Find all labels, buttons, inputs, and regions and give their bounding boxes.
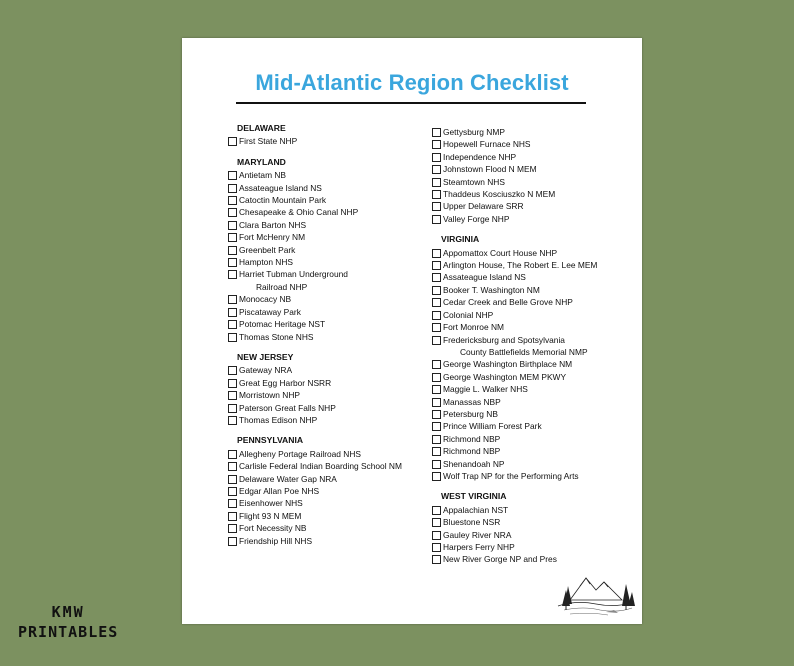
checklist-item: [432, 213, 632, 225]
park-name: Assateague Island NS: [443, 272, 526, 283]
checkbox[interactable]: [432, 178, 441, 187]
checklist-item: [432, 334, 632, 346]
checklist-item: [228, 268, 428, 280]
park-name: Appomattox Court House NHP: [443, 247, 558, 258]
park-name: Fort Necessity NB: [239, 523, 307, 534]
checkbox[interactable]: [432, 518, 441, 527]
park-name: Prince William Forest Park: [443, 421, 542, 432]
checklist-item: [432, 504, 632, 516]
checklist-item: [228, 194, 428, 206]
checkbox[interactable]: [228, 512, 237, 521]
checklist-item: [228, 485, 428, 497]
title-divider: [236, 102, 586, 104]
checklist-item: [432, 296, 632, 308]
park-name: Richmond NBP: [443, 433, 501, 444]
checkbox[interactable]: [228, 137, 237, 146]
checkbox[interactable]: [432, 555, 441, 564]
checklist-item: [432, 321, 632, 333]
checkbox[interactable]: [432, 410, 441, 419]
checkbox[interactable]: [228, 270, 237, 279]
park-name: Independence NHP: [443, 151, 517, 162]
checkbox[interactable]: [228, 499, 237, 508]
park-name: Booker T. Washington NM: [443, 284, 540, 295]
checkbox[interactable]: [228, 462, 237, 471]
checklist-item: [432, 151, 632, 163]
checkbox[interactable]: [432, 165, 441, 174]
checkbox[interactable]: [432, 373, 441, 382]
park-name: Arlington House, The Robert E. Lee MEM: [443, 260, 598, 271]
park-name: Richmond NBP: [443, 446, 501, 457]
checklist-item: [228, 522, 428, 534]
checklist-item: [432, 516, 632, 528]
park-name: Fort McHenry NM: [239, 232, 306, 243]
brand-line-1: KMW: [51, 603, 85, 621]
park-name: Valley Forge NHP: [443, 213, 510, 224]
checklist-item: [228, 497, 428, 509]
checklist-item: [432, 176, 632, 188]
checkbox[interactable]: [432, 531, 441, 540]
checklist-item: [228, 402, 428, 414]
park-name: Shenandoah NP: [443, 458, 505, 469]
checkbox[interactable]: [432, 422, 441, 431]
checklist-item: [432, 200, 632, 212]
park-name: Maggie L. Walker NHS: [443, 384, 528, 395]
park-name: Great Egg Harbor NSRR: [239, 377, 332, 388]
checkbox[interactable]: [432, 298, 441, 307]
checklist-item: [432, 138, 632, 150]
park-name: Piscataway Park: [239, 306, 301, 317]
checklist-item: [432, 358, 632, 370]
checklist-item: [432, 271, 632, 283]
checkbox[interactable]: [228, 379, 237, 388]
park-name: Delaware Water Gap NRA: [239, 473, 337, 484]
checkbox[interactable]: [432, 273, 441, 282]
checklist-item: [228, 389, 428, 401]
checklist-item: [432, 553, 632, 565]
checklist-item: [228, 473, 428, 485]
checkbox[interactable]: [228, 487, 237, 496]
park-name-continuation: County Battlefields Memorial NMP: [460, 346, 588, 357]
checkbox[interactable]: [432, 336, 441, 345]
park-name: Johnstown Flood N MEM: [443, 164, 537, 175]
park-name-continuation: Railroad NHP: [256, 281, 308, 292]
checkbox[interactable]: [432, 215, 441, 224]
checkbox[interactable]: [432, 460, 441, 469]
park-name: George Washington Birthplace NM: [443, 359, 573, 370]
park-name: Wolf Trap NP for the Performing Arts: [443, 470, 579, 481]
checklist-item: [228, 377, 428, 389]
park-name: Petersburg NB: [443, 408, 498, 419]
checkbox[interactable]: [228, 184, 237, 193]
checkbox[interactable]: [432, 140, 441, 149]
checkbox[interactable]: [228, 221, 237, 230]
park-name: Gettysburg NMP: [443, 127, 505, 137]
park-name: Allegheny Portage Railroad NHS: [239, 448, 361, 459]
state-heading: DELAWARE: [237, 123, 286, 133]
checkbox[interactable]: [432, 190, 441, 199]
mountain-lake-illustration: [556, 566, 636, 618]
checklist-item: [228, 206, 428, 218]
park-name: Colonial NHP: [443, 309, 494, 320]
park-name: Greenbelt Park: [239, 244, 296, 255]
park-name: Hopewell Furnace NHS: [443, 139, 531, 150]
park-name: Thomas Stone NHS: [239, 331, 314, 342]
checkbox[interactable]: [432, 543, 441, 552]
state-heading: MARYLAND: [237, 156, 286, 167]
park-name: Assateague Island NS: [239, 182, 322, 193]
park-name: Edgar Allan Poe NHS: [239, 485, 320, 496]
park-name: Friendship Hill NHS: [239, 535, 313, 546]
park-name: Steamtown NHS: [443, 176, 505, 187]
checkbox[interactable]: [228, 524, 237, 533]
state-heading: WEST VIRGINIA: [441, 491, 507, 502]
checkbox[interactable]: [228, 246, 237, 255]
checklist-item: [432, 284, 632, 296]
right-column: [432, 126, 632, 566]
checklist-item: [432, 458, 632, 470]
checklist-item: [432, 163, 632, 175]
checklist-item: [432, 408, 632, 420]
park-name: Thomas Edison NHP: [239, 414, 318, 425]
park-name: Paterson Great Falls NHP: [239, 402, 336, 413]
park-name: Hampton NHS: [239, 257, 293, 268]
park-name: Bluestone NSR: [443, 517, 501, 528]
checkbox[interactable]: [432, 385, 441, 394]
park-name: Morristown NHP: [239, 390, 300, 401]
checkbox[interactable]: [432, 261, 441, 270]
checklist-item: [432, 445, 632, 457]
checklist-item: [228, 448, 428, 460]
checkbox[interactable]: [228, 366, 237, 375]
checkbox[interactable]: [228, 537, 237, 546]
checkbox[interactable]: [228, 450, 237, 459]
checkbox[interactable]: [228, 171, 237, 180]
checkbox[interactable]: [228, 320, 237, 329]
checklist-item: [432, 470, 632, 482]
checkbox[interactable]: [432, 249, 441, 258]
park-name: Fort Monroe NM: [443, 322, 504, 333]
checkbox[interactable]: [228, 208, 237, 217]
checkbox[interactable]: [432, 311, 441, 320]
brand-logo: [18, 602, 118, 642]
checkbox[interactable]: [432, 286, 441, 295]
park-name: George Washington MEM PKWY: [443, 371, 567, 382]
checklist-item: [228, 306, 428, 318]
park-name: Fredericksburg and Spotsylvania: [443, 334, 565, 345]
park-name: Harriet Tubman Underground: [239, 269, 348, 280]
checklist-item: [432, 259, 632, 271]
park-name: Appalachian NST: [443, 504, 509, 515]
checklist-item: [432, 541, 632, 553]
checkbox[interactable]: [228, 404, 237, 413]
park-name: Gateway NRA: [239, 365, 293, 376]
checklist-item: [228, 231, 428, 243]
checkbox[interactable]: [432, 360, 441, 369]
checklist-item: [228, 182, 428, 194]
brand-line-2: PRINTABLES: [18, 623, 119, 641]
checklist-item: [432, 529, 632, 541]
checklist-item: [228, 460, 428, 472]
checklist-item: [228, 244, 428, 256]
checklist-item: [228, 510, 428, 522]
page-title: Mid-Atlantic Region Checklist: [255, 70, 569, 95]
checklist-item: [432, 309, 632, 321]
checklist-item: [432, 371, 632, 383]
park-name: Chesapeake & Ohio Canal NHP: [239, 207, 359, 218]
checklist-item: [432, 126, 632, 138]
checkbox[interactable]: [432, 472, 441, 481]
checklist-item: [228, 364, 428, 376]
park-name: Harpers Ferry NHP: [443, 542, 515, 552]
park-name: Gauley River NRA: [443, 529, 512, 540]
checkbox[interactable]: [432, 506, 441, 515]
checklist-item: [228, 293, 428, 305]
checkbox[interactable]: [228, 475, 237, 484]
checklist-item: [432, 433, 632, 445]
checklist-item: [228, 219, 428, 231]
checkbox[interactable]: [228, 308, 237, 317]
checkbox[interactable]: [432, 398, 441, 407]
checklist-item: [432, 396, 632, 408]
checkbox[interactable]: [228, 333, 237, 342]
checkbox[interactable]: [432, 323, 441, 332]
checkbox[interactable]: [228, 258, 237, 267]
checklist-item: [432, 420, 632, 432]
checklist-item: [432, 383, 632, 395]
checklist-item: [228, 135, 428, 147]
checklist-item: [228, 169, 428, 181]
state-heading: NEW JERSEY: [237, 351, 294, 362]
park-name: Antietam NB: [239, 170, 287, 181]
checklist-item: [432, 247, 632, 259]
checklist-item: [228, 331, 428, 343]
park-name: Flight 93 N MEM: [239, 510, 302, 521]
checkbox[interactable]: [432, 435, 441, 444]
left-column: [228, 122, 428, 547]
checkbox[interactable]: [432, 128, 441, 137]
park-name: Cedar Creek and Belle Grove NHP: [443, 297, 573, 308]
state-heading: PENNSYLVANIA: [237, 435, 304, 446]
checkbox[interactable]: [228, 295, 237, 304]
park-name: Thaddeus Kosciuszko N MEM: [443, 189, 556, 200]
checkbox[interactable]: [432, 202, 441, 211]
checklist-item: [228, 414, 428, 426]
checkbox[interactable]: [432, 153, 441, 162]
checkbox[interactable]: [228, 416, 237, 425]
park-name: Eisenhower NHS: [239, 498, 303, 509]
checklist-item: [228, 535, 428, 547]
checklist-page: [182, 38, 642, 624]
state-heading: VIRGINIA: [441, 234, 480, 245]
park-name: Monocacy NB: [239, 294, 292, 305]
park-name: Carlisle Federal Indian Boarding School NM: [239, 461, 402, 472]
checkbox[interactable]: [228, 233, 237, 242]
park-name: Potomac Heritage NST: [239, 319, 326, 330]
park-name: Upper Delaware SRR: [443, 201, 524, 212]
checkbox[interactable]: [228, 196, 237, 205]
checklist-item: [228, 318, 428, 330]
checkbox[interactable]: [228, 391, 237, 400]
park-name: Manassas NBP: [443, 396, 501, 407]
checklist-item: [432, 188, 632, 200]
park-name: First State NHP: [239, 136, 298, 147]
checklist-item: [228, 256, 428, 268]
park-name: Catoctin Mountain Park: [239, 195, 327, 206]
park-name: New River Gorge NP and Pres: [443, 554, 557, 565]
checkbox[interactable]: [432, 447, 441, 456]
park-name: Clara Barton NHS: [239, 219, 307, 230]
